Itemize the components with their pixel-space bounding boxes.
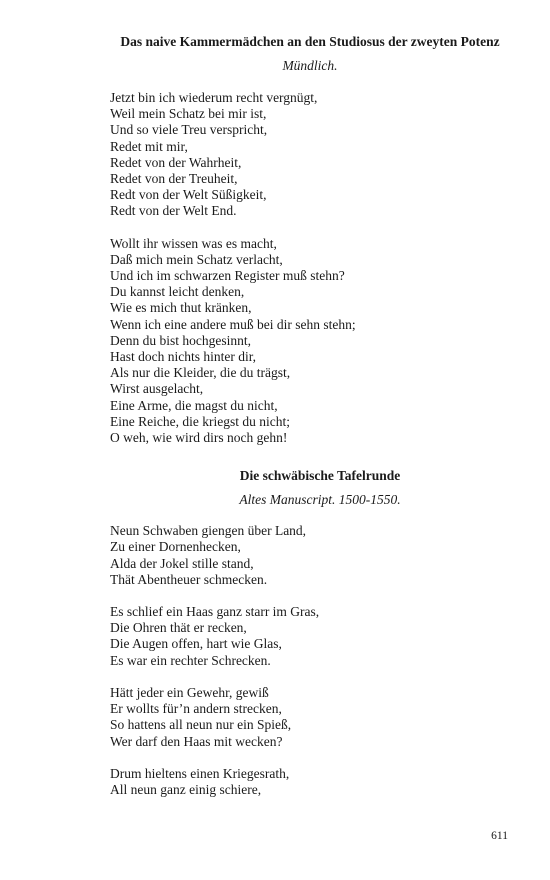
- verse-line: Die Augen offen, hart wie Glas,: [110, 636, 282, 652]
- verse-line: Du kannst leicht denken,: [110, 284, 245, 300]
- verse-line: Jetzt bin ich wiederum recht vergnügt,: [110, 90, 318, 105]
- poem-stanzas: [110, 523, 510, 798]
- verse-line: Wie es mich thut kränken,: [110, 300, 252, 316]
- poem-title: Die schwäbische Tafelrunde: [239, 468, 401, 484]
- verse-line: Weil mein Schatz bei mir ist,: [110, 106, 267, 122]
- verse-line: Hätt jeder ein Gewehr, gewiß: [110, 684, 269, 700]
- verse-line: Wer darf den Haas mit wecken?: [110, 733, 283, 749]
- poem-title: Das naive Kammermädchen an den Studiosus der zweyten Potenz: [120, 34, 500, 49]
- verse-line: Drum hieltens einen Kriegesrath,: [110, 765, 290, 781]
- verse-line: Und so viele Treu verspricht,: [110, 122, 268, 138]
- verse-line: All neun ganz einig schiere,: [110, 781, 262, 797]
- verse-line: Denn du bist hochgesinnt,: [110, 332, 251, 348]
- verse-line: Als nur die Kleider, die du trägst,: [110, 365, 291, 381]
- verse-line: Daß mich mein Schatz verlacht,: [110, 251, 283, 267]
- verse-line: Er wollts für’n andern strecken,: [110, 701, 282, 717]
- verse-line: So hattens all neun nur ein Spieß,: [110, 717, 292, 733]
- verse-line: Wollt ihr wissen was es macht,: [110, 235, 277, 251]
- verse-line: Zu einer Dornenhecken,: [110, 539, 241, 555]
- poem-subtitle: Mündlich.: [282, 58, 338, 73]
- verse-line: Redt von der Welt End.: [110, 203, 237, 219]
- verse-line: Wenn ich eine andere muß bei dir sehn stehn;: [110, 316, 356, 332]
- verse-line: Redet von der Wahrheit,: [110, 154, 242, 170]
- poem-stanzas: [110, 90, 510, 446]
- verse-line: Redet mit mir,: [110, 138, 188, 154]
- verse-line: Thät Abentheuer schmecken.: [110, 571, 268, 587]
- verse-line: Die Ohren thät er recken,: [110, 620, 247, 636]
- verse-line: Hast doch nichts hinter dir,: [110, 349, 257, 365]
- verse-line: Redt von der Welt Süßigkeit,: [110, 187, 267, 203]
- stanza: [110, 766, 510, 798]
- stanza: [110, 685, 510, 750]
- verse-line: Eine Arme, die magst du nicht,: [110, 397, 278, 413]
- verse-line: Wirst ausgelacht,: [110, 381, 204, 397]
- verse-line: Alda der Jokel stille stand,: [110, 555, 254, 571]
- stanza: [110, 90, 510, 220]
- verse-line: Redet von der Treuheit,: [110, 171, 238, 187]
- verse-line: Es war ein rechter Schrecken.: [110, 652, 271, 668]
- page-number: 611: [491, 830, 508, 842]
- verse-line: Und ich im schwarzen Register muß stehn?: [110, 268, 345, 284]
- verse-line: Eine Reiche, die kriegst du nicht;: [110, 413, 290, 429]
- stanza: [110, 236, 510, 447]
- poem-subtitle: Altes Manuscript. 1500-1550.: [239, 492, 401, 508]
- stanza: [110, 604, 510, 669]
- verse-line: Neun Schwaben giengen über Land,: [110, 523, 307, 539]
- poem-tafelrunde: [110, 467, 510, 798]
- verse-line: O weh, wie wird dirs noch gehn!: [110, 430, 288, 446]
- verse-line: Es schlief ein Haas ganz starr im Gras,: [110, 604, 320, 620]
- poem-kammermaedchen: [110, 33, 510, 446]
- page-body: [110, 33, 510, 798]
- stanza: [110, 523, 510, 588]
